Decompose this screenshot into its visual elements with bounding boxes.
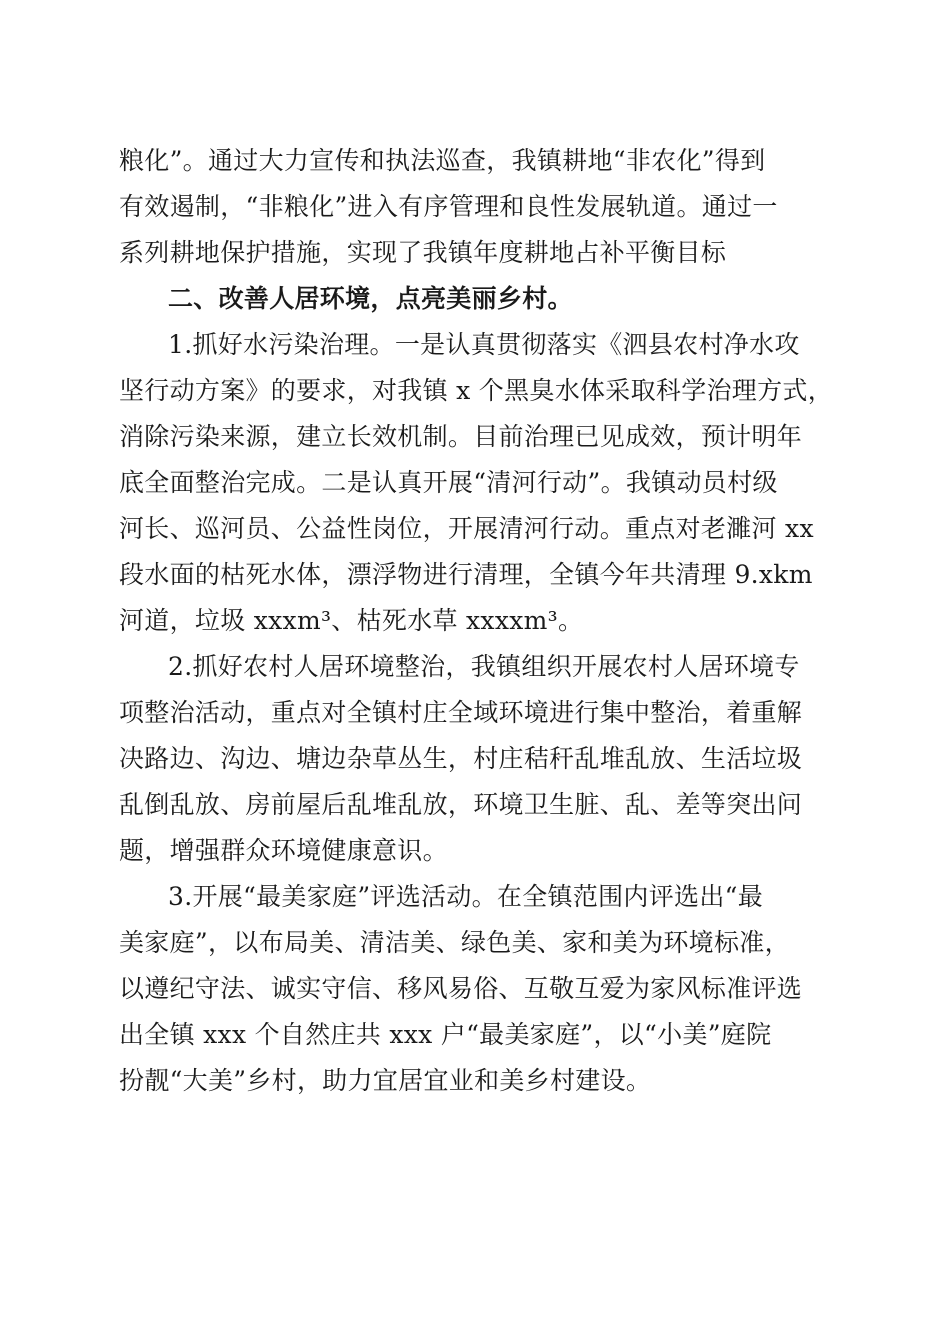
paragraph-line: 扮靓“大美”乡村，助力宜居宜业和美乡村建设。 [119,1066,652,1095]
paragraph-line: 坚行动方案》的要求，对我镇 x 个黑臭水体采取科学治理方式， [119,376,833,405]
paragraph-line: 以遵纪守法、诚实守信、移风易俗、互敬互爱为家风标准评选 [119,974,803,1003]
paragraph-line: 2.抓好农村人居环境整治，我镇组织开展农村人居环境专 [168,652,800,681]
paragraph-line: 有效遏制，“非粮化”进入有序管理和良性发展轨道。通过一 [119,192,778,221]
paragraph-line: 题，增强群众环境健康意识。 [119,836,448,865]
paragraph-line: 河道，垃圾 xxxm³、枯死水草 xxxxm³。 [119,606,584,635]
paragraph-line: 项整治活动，重点对全镇村庄全域环境进行集中整治，着重解 [119,698,803,727]
paragraph-line: 消除污染来源，建立长效机制。目前治理已见成效，预计明年 [119,422,803,451]
paragraph-line: 决路边、沟边、塘边杂草丛生，村庄秸秆乱堆乱放、生活垃圾 [119,744,803,773]
paragraph-line: 系列耕地保护措施，实现了我镇年度耕地占补平衡目标 [119,238,727,267]
section-heading: 二、改善人居环境，点亮美丽乡村。 [168,284,573,313]
paragraph-line: 1.抓好水污染治理。一是认真贯彻落实《泗县农村净水攻 [168,330,800,359]
paragraph-line: 底全面整治完成。二是认真开展“清河行动”。我镇动员村级 [119,468,778,497]
paragraph-line: 3.开展“最美家庭”评选活动。在全镇范围内评选出“最 [168,882,763,911]
paragraph-line: 粮化”。通过大力宣传和执法巡查，我镇耕地“非农化”得到 [119,146,766,175]
paragraph-line: 出全镇 xxx 个自然庄共 xxx 户“最美家庭”，以“小美”庭院 [119,1020,772,1049]
paragraph-line: 河长、巡河员、公益性岗位，开展清河行动。重点对老濉河 xx [119,514,814,543]
paragraph-line: 段水面的枯死水体，漂浮物进行清理，全镇今年共清理 9.xkm [119,560,813,589]
paragraph-line: 乱倒乱放、房前屋后乱堆乱放，环境卫生脏、乱、差等突出问 [119,790,803,819]
paragraph-line: 美家庭”，以布局美、清洁美、绿色美、家和美为环境标准， [119,928,790,957]
